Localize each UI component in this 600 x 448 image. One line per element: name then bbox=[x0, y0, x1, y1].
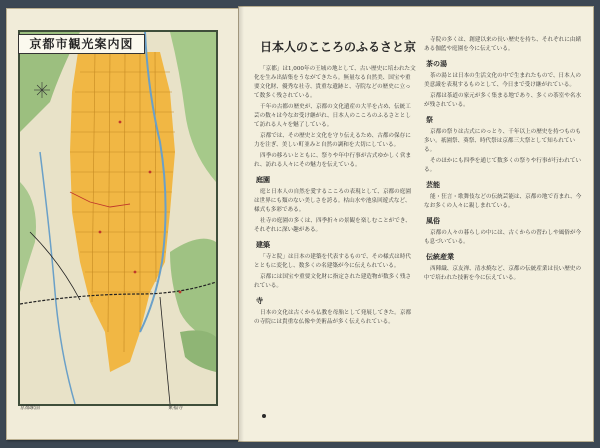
article-column-1 bbox=[254, 36, 416, 329]
paragraph: 社寺の庭園の多くは、四季折々の景観を楽しむことができ、それぞれに深い趣がある。 bbox=[254, 218, 411, 233]
map-illustration bbox=[20, 32, 216, 404]
paragraph: 四季の移ろいとともに、祭りや年中行事が古式ゆかしく営まれ、訪れる人々にその魅力を伝えている。 bbox=[254, 153, 412, 168]
column-1-body bbox=[254, 65, 416, 327]
article-title: 日本人のこころのふるさと京 bbox=[260, 40, 417, 54]
map-footer-label-1: 京都駅前 bbox=[20, 405, 41, 411]
section-heading: 芸能 bbox=[426, 181, 440, 189]
paragraph: 能・狂言・歌舞伎などの伝統芸能は、京都の地で育まれ、今なお多くの人々に親しまれている。 bbox=[424, 194, 582, 209]
section-heading: 風俗 bbox=[426, 217, 440, 225]
paragraph: 京都には国宝や重要文化財に指定された建造物が数多く残されている。 bbox=[254, 274, 412, 289]
paragraph: 千年の古都の歴史が、京都の文化遺産の大半を占め、伝統工芸の数々は今なお受け継がれ、日本人のこころのふるさととして訪れる人々を魅了している。 bbox=[254, 104, 411, 128]
section-heading: 建築 bbox=[256, 241, 270, 249]
section-heading: 茶の湯 bbox=[426, 60, 447, 68]
page-fold bbox=[238, 6, 244, 442]
section-heading: 庭園 bbox=[256, 176, 270, 184]
map-footer bbox=[18, 404, 214, 416]
paragraph: 京都は茶道の家元が多く集まる地であり、多くの茶室や名水が残されている。 bbox=[424, 93, 582, 108]
ink-mark bbox=[262, 414, 266, 418]
paragraph: そのほかにも四季を通じて数多くの祭りや行事が行われている。 bbox=[424, 158, 582, 173]
paragraph: 京都の祭りは古式にのっとり、千年以上の歴史を持つものも多い。祇園祭、葵祭、時代祭は京都三大祭として知られている。 bbox=[424, 129, 581, 153]
map-footer-label-2: 東福寺 bbox=[168, 405, 184, 411]
paragraph: 「京都」は1,000年の王城の地として、古い歴史に培われた文化を生み出結集をうながてきたら。無量なる自然美、国宝や重要文化財、優秀な社寺、貴重な遺跡と、寺院などの歴史に立って数多く残されている。 bbox=[254, 66, 416, 99]
paragraph: 京都では、その歴史と文化を守り伝えるため、古都の保存に力を注ぎ、美しい町並みと自然の調和を大切にしている。 bbox=[254, 133, 411, 148]
paragraph: 庭と日本人の自然を愛するこころの表現として、京都の庭園は世界にも類のない美しさを誇る。枯山水や池泉回遊式など、様式も多彩である。 bbox=[254, 189, 411, 213]
paragraph: 西陣織、京友禅、清水焼など、京都の伝統産業は長い歴史の中で培われた技術を今に伝えている。 bbox=[424, 266, 582, 281]
column-2-body bbox=[424, 36, 584, 283]
paragraph: 茶の湯とは日本の生活文化の中で生まれたもので、日本人の美意識を表現するものとして、今日まで受け継がれている。 bbox=[424, 73, 581, 88]
article-column-2 bbox=[424, 36, 584, 285]
city-map bbox=[18, 30, 218, 406]
section-heading: 寺 bbox=[256, 297, 263, 305]
section-heading: 伝統産業 bbox=[426, 253, 454, 261]
paragraph: 寺院の多くは、創建以来の長い歴史を持ち、それぞれに由緒ある伽藍や庭園を今に伝えている。 bbox=[424, 37, 582, 52]
paragraph: 「寺と院」は日本の建築を代表するもので、その様式は時代とともに変化し、数多くの名建築が今に伝えられている。 bbox=[254, 254, 411, 269]
paragraph: 京都の人々の暮らしの中には、古くからの習わしや風俗が今も息づいている。 bbox=[424, 230, 582, 245]
paragraph: 日本の文化は古くから仏教を母胎として発展してきた。京都の寺院には貴重な仏像や美術品が多く伝えられている。 bbox=[254, 310, 412, 325]
map-title: 京都市観光案内図 bbox=[18, 34, 145, 54]
section-heading: 祭 bbox=[426, 116, 433, 124]
